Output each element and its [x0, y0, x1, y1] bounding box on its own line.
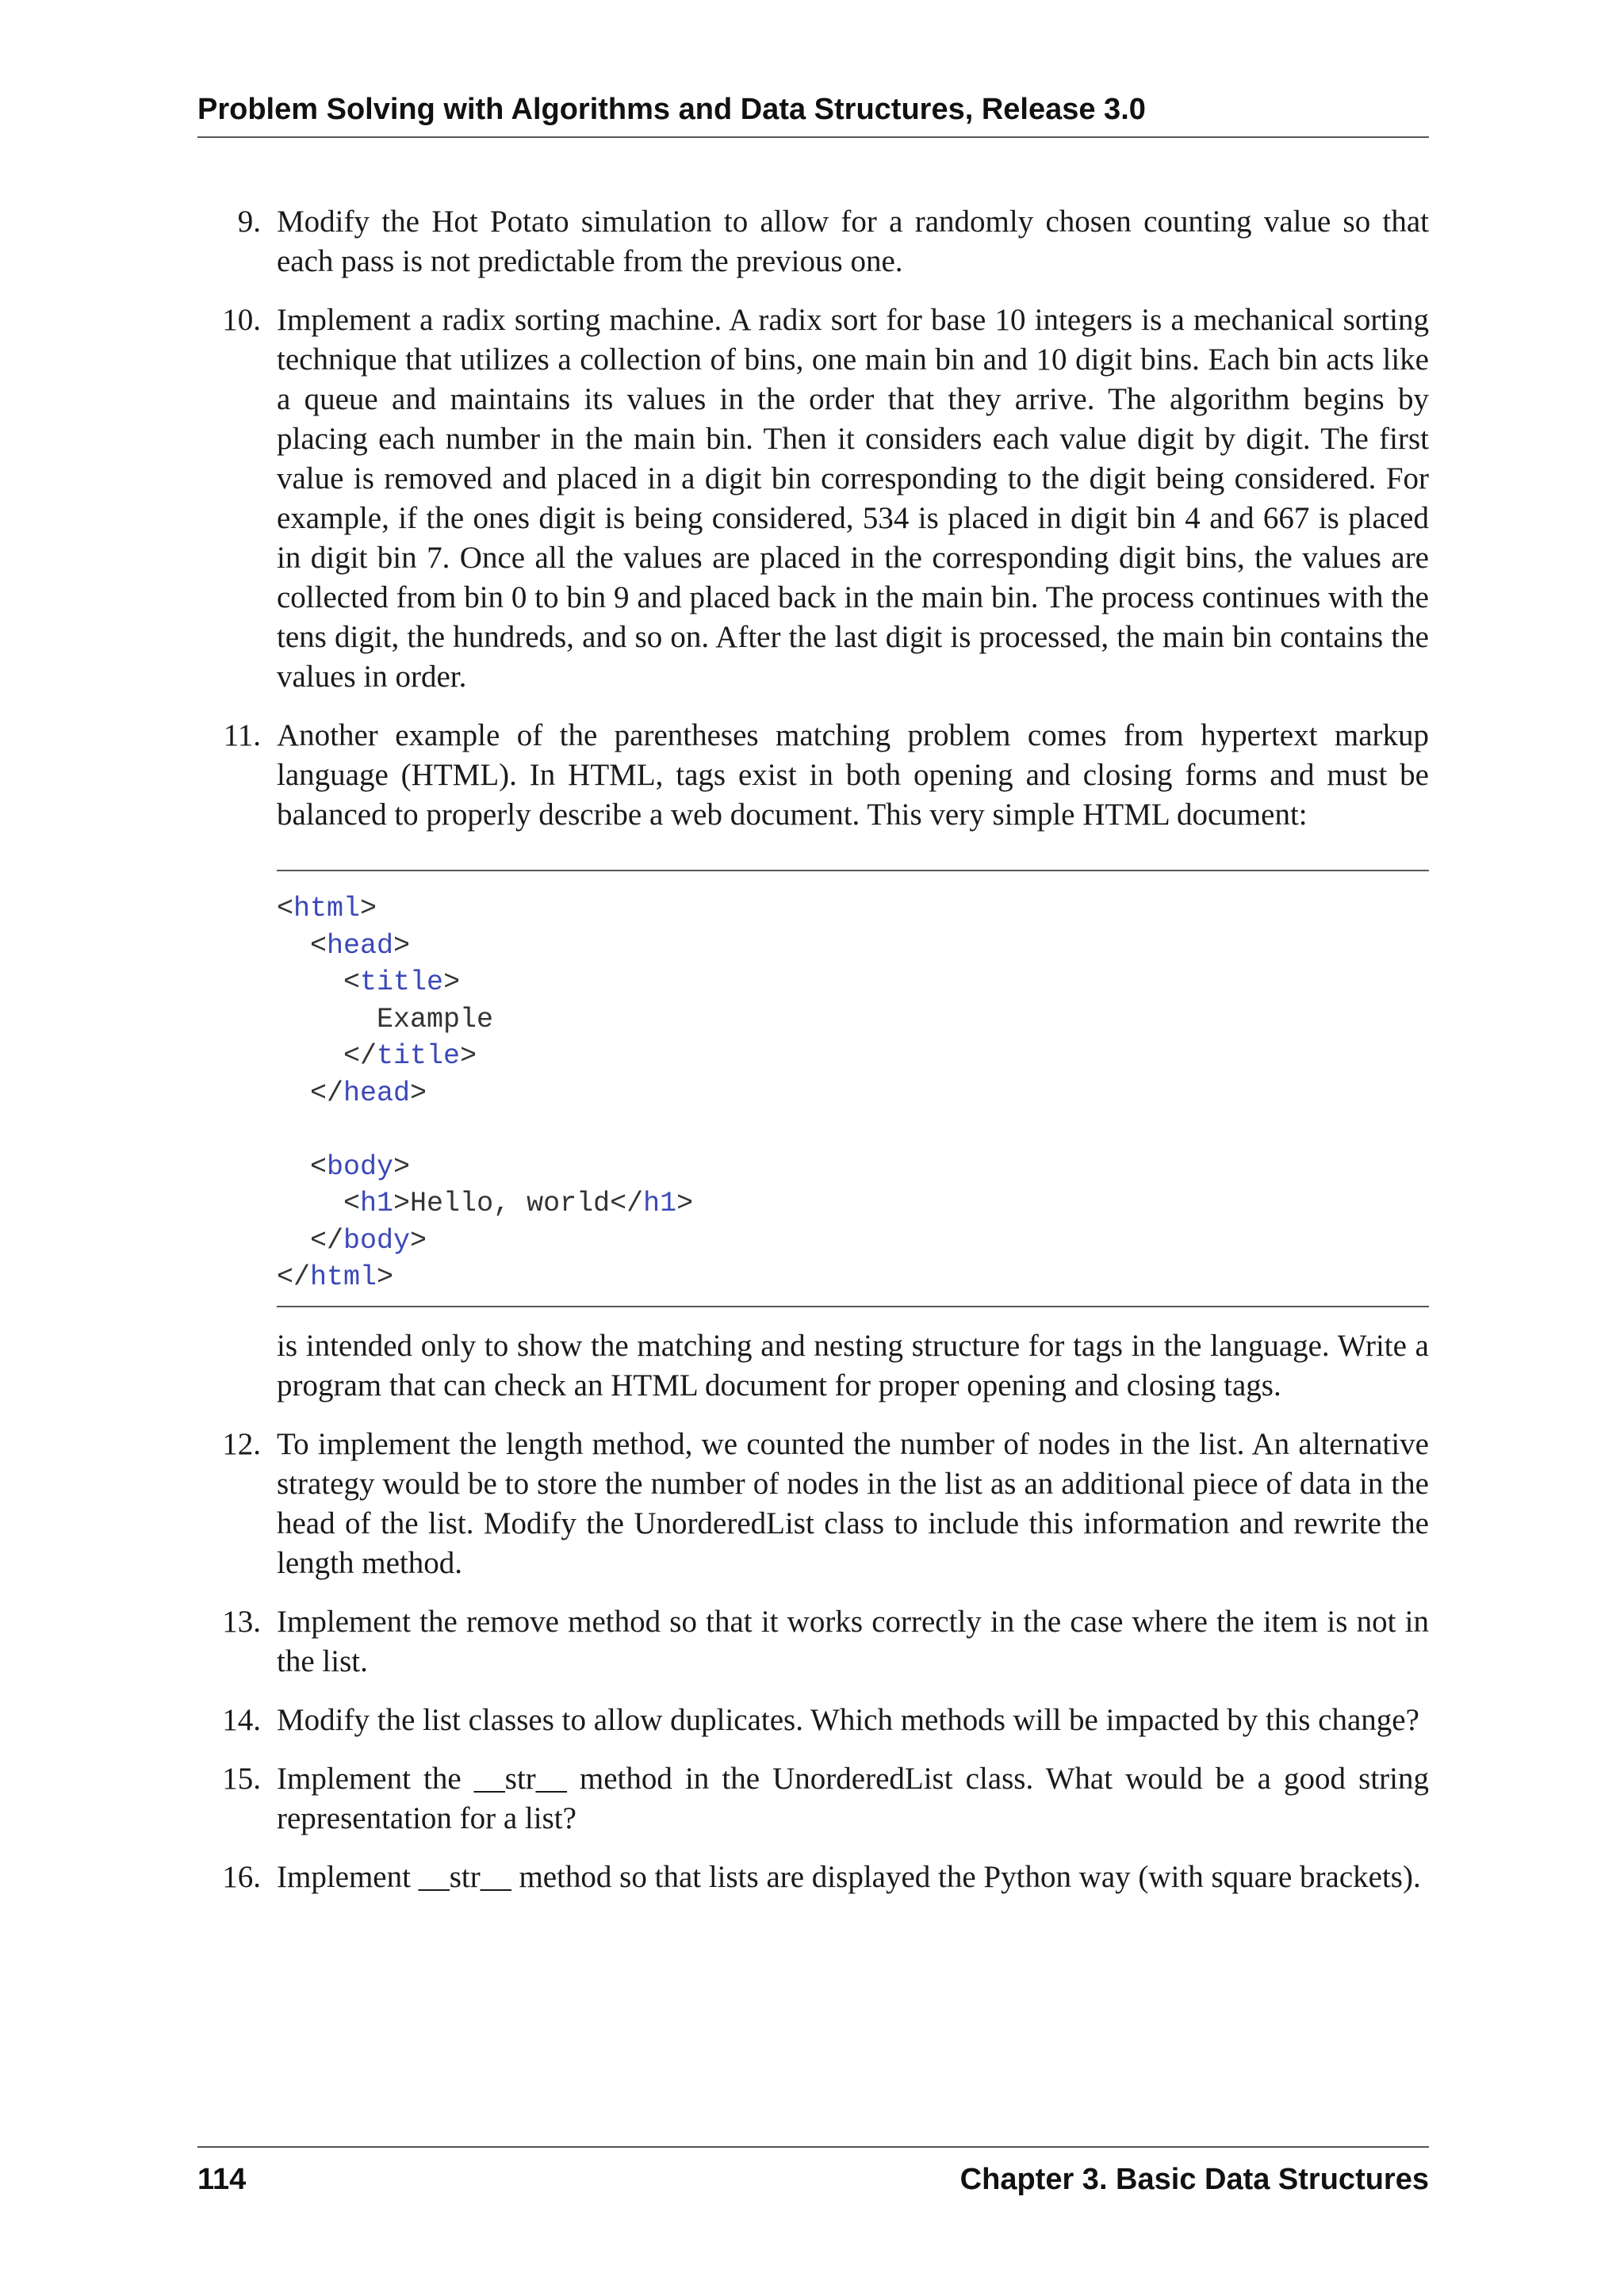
list-item [197, 1701, 1429, 1740]
code-line [277, 890, 1429, 928]
item-text: Modify the list classes to allow duplicates. Which methods will be impacted by this change? [277, 1702, 1419, 1737]
code-tag-name: head [327, 929, 394, 962]
list-item [197, 1858, 1429, 1897]
list-item [197, 716, 1429, 835]
code-line [277, 964, 1429, 1001]
code-tag-name: html [310, 1261, 377, 1293]
item-text: Implement a radix sorting machine. A radix sort for base 10 integers is a mechanical sorting technique that utilizes a collection of bins, one main bin and 10 digit bins. Each bin acts like a queue and maintains its values in the order that they arrive. The algorithm begins by placing each number in the main bin. Then it considers each value digit by digit. The first value is removed and placed in a digit bin corresponding to the digit being considered. For example, if the ones digit is being considered, 534 is placed in digit bin 4 and 667 is placed in digit bin 7. Once all the values are placed in the corresponding digit bins, the values are collected from bin 0 to bin 9 and placed back in the main bin. The process continues with the tens digit, the hundreds, and so on. After the last digit is processed, the main bin contains the values in order. [277, 303, 1429, 694]
code-tag-name: title [377, 1040, 461, 1072]
item-text: To implement the length method, we counted the number of nodes in the list. An alternative strategy would be to store the number of nodes in the list as an additional piece of data in the head of the list. Modify the UnorderedList class to include this information and rewrite the length method. [277, 1426, 1429, 1580]
item-text: Implement __str__ method so that lists are displayed the Python way (with square brackets). [277, 1859, 1421, 1894]
item-text: Modify the Hot Potato simulation to allow for a randomly chosen counting value so that each pass is not predictable from the previous one. [277, 205, 1429, 278]
list-item-continuation [197, 1326, 1429, 1406]
list-item [197, 300, 1429, 697]
list-item [197, 1602, 1429, 1682]
item-text: is intended only to show the matching and nesting structure for tags in the language. Write a program that can check an HTML document for proper opening and closing tags. [277, 1328, 1429, 1402]
page-footer [197, 2146, 1429, 2196]
item-number: 14. [222, 1702, 261, 1737]
item-number: 9. [237, 205, 261, 239]
code-tag-name: title [360, 966, 444, 998]
code-tag-name: h1 [360, 1188, 394, 1219]
code-block [277, 870, 1429, 1307]
code-text: </ [277, 1261, 311, 1293]
code-tag-name: h1 [643, 1188, 677, 1219]
code-text: > [393, 1150, 411, 1183]
code-text: > [443, 966, 461, 998]
code-line [277, 1075, 1429, 1112]
item-number: 11. [223, 718, 261, 752]
code-text: </ [310, 1077, 344, 1109]
code-text: > [460, 1040, 477, 1072]
page-header [197, 89, 1429, 138]
item-text: Implement the remove method so that it works correctly in the case where the item is not in the list. [277, 1604, 1429, 1678]
item-text: Another example of the parentheses matching problem comes from hypertext markup language (HTML). In HTML, tags exist in both opening and closing forms and must be balanced to properly describe a web document. This very simple HTML document: [277, 718, 1429, 832]
code-line [277, 928, 1429, 965]
code-text: Example [377, 1003, 494, 1035]
code-text: < [277, 893, 294, 924]
code-text: > [410, 1224, 427, 1257]
code-tag-name: body [343, 1224, 411, 1257]
code-text: </ [343, 1040, 377, 1072]
code-tag-name: body [327, 1150, 394, 1183]
code-text: < [310, 929, 327, 962]
item-number: 15. [222, 1761, 261, 1796]
item-number: 12. [222, 1426, 261, 1461]
item-number: 10. [222, 303, 261, 337]
code-text: < [343, 1188, 361, 1219]
running-title: Problem Solving with Algorithms and Data Structures, Release 3.0 [197, 93, 1146, 126]
code-text: > [393, 929, 411, 962]
code-line [277, 1259, 1429, 1296]
code-line [277, 1185, 1429, 1223]
item-number: 16. [222, 1859, 261, 1894]
exercise-list [197, 202, 1429, 1916]
code-text: < [343, 966, 361, 998]
list-item [197, 1425, 1429, 1583]
code-line [277, 1223, 1429, 1260]
chapter-title: Chapter 3. Basic Data Structures [959, 2163, 1429, 2196]
code-line [277, 1038, 1429, 1075]
code-text: >Hello, world</ [393, 1188, 644, 1219]
item-text: Implement the __str__ method in the UnorderedList class. What would be a good string representation for a list? [277, 1761, 1429, 1835]
code-text: > [377, 1261, 394, 1293]
item-number: 13. [222, 1604, 261, 1639]
list-item [197, 202, 1429, 281]
page-number: 114 [197, 2163, 247, 2196]
list-item [197, 1759, 1429, 1839]
code-line [277, 1149, 1429, 1186]
code-line [277, 1001, 1429, 1039]
code-text: > [676, 1188, 694, 1219]
code-line [277, 1112, 1429, 1149]
code-tag-name: head [343, 1077, 411, 1109]
code-tag-name: html [293, 893, 361, 924]
code-text: > [360, 893, 377, 924]
code-text: < [310, 1150, 327, 1183]
code-text: > [410, 1077, 427, 1109]
code-text: </ [310, 1224, 344, 1257]
